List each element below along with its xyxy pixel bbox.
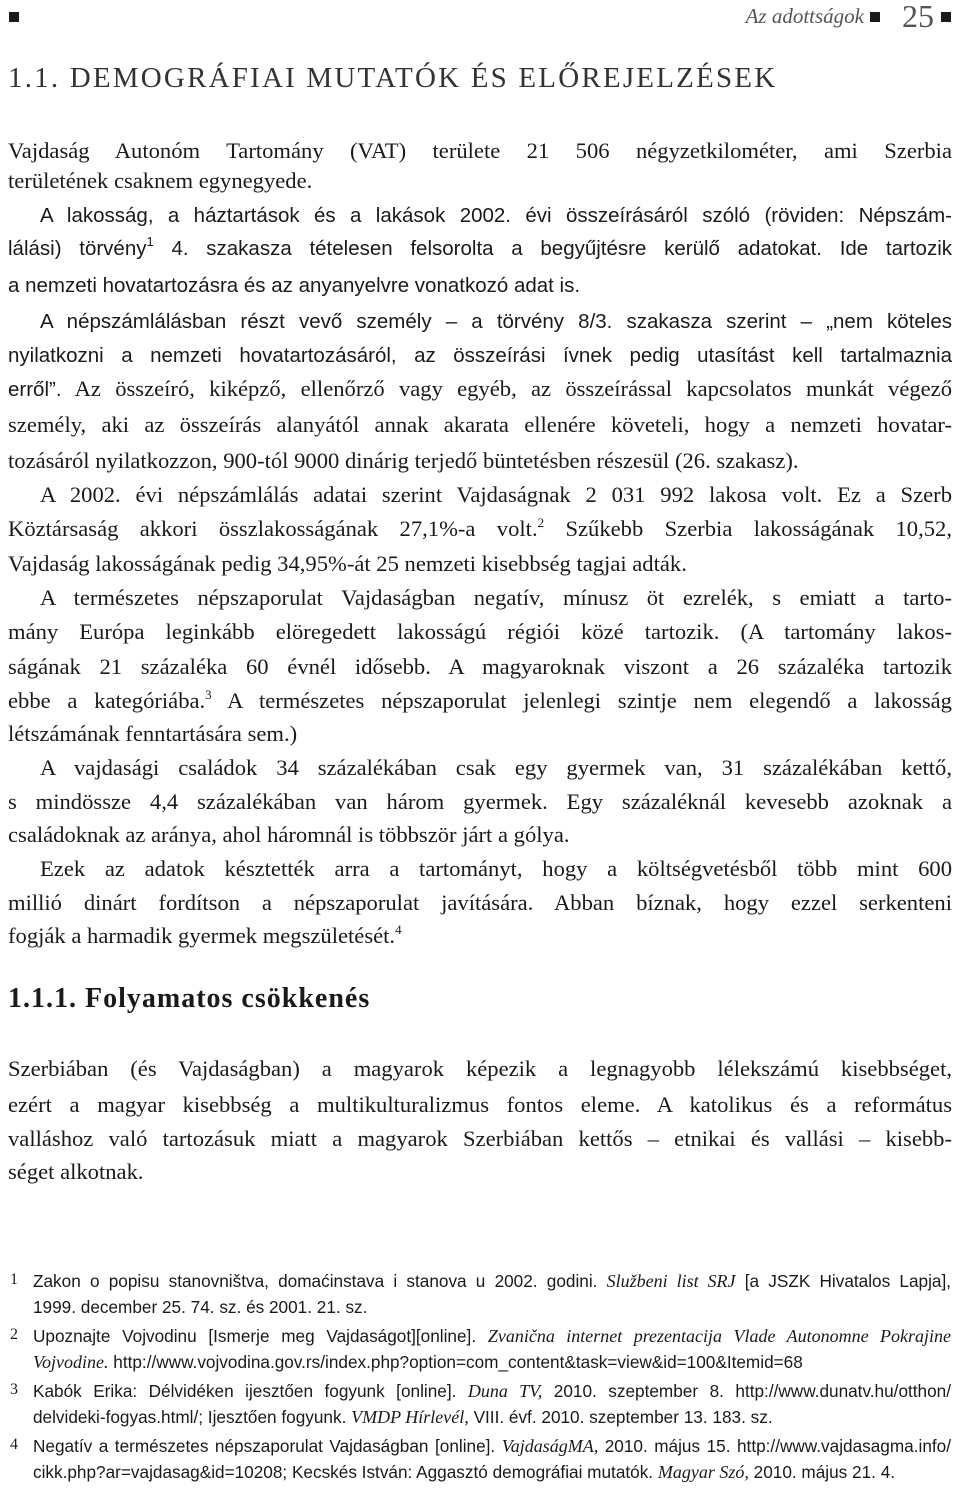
paragraph-line: létszámának fenntartására sem.) — [8, 721, 298, 746]
paragraph-line: területének csaknem egynegyede. — [8, 168, 313, 193]
paragraph-line: Vajdaság Autonóm Tartomány (VAT) területe 21 506 négyzetkilométer, ami Szerbia — [8, 138, 952, 163]
paragraph-line: Szerbiában (és Vajdaságban) a magyarok képezik a legnagyobb lélekszámú kisebbséget, — [8, 1056, 952, 1081]
paragraph-line: személy, aki az összeírás alanyától annak akarata ellenére követeli, hogy a nemzeti hovatar- — [8, 412, 952, 437]
header-square-marker — [870, 12, 880, 22]
paragraph-line: ebbe a kategóriába.$^3$ A természetes népszaporulat jelenlegi szintje nem elegendő a lakosság — [8, 687, 952, 713]
page-header — [0, 0, 960, 40]
footnote-number: 3 — [10, 1381, 18, 1398]
section-title: 1.1. DEMOGRÁFIAI MUTATÓK ÉS ELŐREJELZÉSEK — [8, 62, 778, 94]
paragraph-line: Köztársaság akkori összlakosságának 27,1%-a volt.$^2$ Szűkebb Szerbia lakosságának 10,52, — [8, 515, 952, 541]
footnote-ref[interactable]: 2 — [537, 515, 545, 530]
paragraph-line: A vajdasági családok 34 százalékában csak egy gyermek van, 31 százalékában kettő, — [40, 755, 952, 780]
paragraph-line: A természetes népszaporulat Vajdaságban negatív, mínusz öt ezrelék, s emiatt a tarto- — [40, 585, 952, 610]
footnote-link[interactable]: 2010. szeptember 8. http://www.dunatv.hu/otthon/ — [553, 1381, 951, 1401]
header-square-marker — [941, 12, 951, 22]
paragraph-line: ezért a magyar kisebbség a multikulturalizmus fontos eleme. A katolikus és a református — [8, 1092, 952, 1117]
footnote-number: 2 — [10, 1326, 18, 1343]
paragraph-line: valláshoz való tartozásuk miatt a magyarok Szerbiában kettős – etnikai és vallási – kisebb- — [8, 1126, 952, 1151]
footnote-ref[interactable]: 1 — [146, 234, 154, 249]
paragraph-line: A népszámlálásban részt vevő személy – a törvény 8/3. szakasza szerint – „nem köteles — [40, 310, 952, 333]
footnote-line: cikk.php?ar=vajdasag&id=10208; Kecskés István: Aggasztó demográfiai mutatók. Magyar Szó, 2010. május 21. 4. — [33, 1462, 896, 1482]
paragraph-line: lálási) törvény$^1$ 4. szakasza tételesen felsorolta a begyűjtésre kerülő adatokat. Ide tartozik — [8, 234, 952, 260]
paragraph-line: séget alkotnak. — [8, 1159, 144, 1184]
paragraph-line: millió dinárt fordítson a népszaporulat javítására. Abban bíznak, hogy ezzel serkenteni — [8, 890, 952, 915]
paragraph-line: nyilatkozni a nemzeti hovatartozásáról, az összeírási ívnek pedig utasítást kell tartalmaznia — [8, 344, 952, 367]
footnote-line: 1999. december 25. 74. sz. és 2001. 21. sz. — [33, 1297, 368, 1317]
page-number: 25 — [902, 0, 934, 34]
paragraph-line: fogják a harmadik gyermek megszületését.$^4$ — [8, 922, 402, 948]
footnote-ref[interactable]: 4 — [395, 922, 402, 937]
running-title: Az adottságok — [745, 4, 864, 28]
footnote-ref[interactable]: 3 — [205, 687, 212, 702]
header-square-marker — [9, 12, 19, 22]
footnote-link[interactable]: http://www.vojvodina.gov.rs/index.php?option=com_content&task=view&id=100&Itemid=68 — [113, 1352, 803, 1372]
footnote-number: 1 — [10, 1271, 18, 1288]
paragraph-line: Ezek az adatok késztették arra a tartományt, hogy a költségvetésből több mint 600 — [40, 856, 952, 881]
paragraph-line: családoknak az aránya, ahol háromnál is többször járt a gólya. — [8, 822, 570, 847]
paragraph-line: s mindössze 4,4 százalékában van három gyermek. Egy százaléknál kevesebb azoknak a — [8, 789, 952, 814]
paragraph-line: A 2002. évi népszámlálás adatai szerint Vajdaságnak 2 031 992 lakosa volt. Ez a Szerb — [40, 482, 952, 507]
paragraph-line: erről”. Az összeíró, kiképző, ellenőrző vagy egyéb, az összeírással kapcsolatos munkát végező — [8, 376, 952, 401]
footnote-link[interactable]: 2010. május 15. http://www.vajdasagma.info/ — [604, 1436, 951, 1456]
subsection-title: 1.1.1. Folyamatos csökkenés — [8, 983, 371, 1014]
footnote-line: Kabók Erika: Délvidéken ijesztően fogyunk [online]. Duna TV, 2010. szeptember 8. http://www.dunatv.hu/otthon/ — [33, 1381, 951, 1401]
paragraph-line: a nemzeti hovatartozásra és az anyanyelvre vonatkozó adat is. — [8, 274, 581, 297]
paragraph-line: A lakosság, a háztartások és a lakások 2002. évi összeírásáról szóló (röviden: Népszám- — [40, 204, 952, 227]
footnote-number: 4 — [10, 1436, 18, 1453]
paragraph-line: mány Európa leginkább elöregedett lakosságú régiói közé tartozik. (A tartomány lakos- — [8, 619, 952, 644]
paragraph-line: tozásáról nyilatkozzon, 900-tól 9000 dinárig terjedő büntetésben részesül (26. szakasz). — [8, 448, 799, 473]
footnote-line: delvideki-fogyas.html/; Ijesztően fogyunk. VMDP Hírlevél, VIII. évf. 2010. szeptember 13. 183. sz. — [33, 1407, 773, 1427]
footnote-line: Vojvodine. http://www.vojvodina.gov.rs/index.php?option=com_content&task=view&id=100&Itemid=68 — [33, 1352, 803, 1372]
paragraph-line: Vajdaság lakosságának pedig 34,95%-át 25 nemzeti kisebbség tagjai adták. — [8, 551, 687, 576]
footnote-line: Upoznajte Vojvodinu [Ismerje meg Vajdaságot][online]. Zvanična internet prezentacija Vlade Autonomne Pokrajine — [33, 1326, 951, 1346]
footnote-line: Zakon o popisu stanovništva, domaćinstava i stanova u 2002. godini. Službeni list SRJ [a JSZK Hivatalos Lapja], — [33, 1271, 951, 1291]
paragraph-line: ságának 21 százaléka 60 évnél idősebb. A magyaroknak viszont a 26 százaléka tartozik — [8, 654, 952, 679]
footnote-line: Negatív a természetes népszaporulat Vajdaságban [online]. VajdaságMA, 2010. május 15. http://www.vajdasagma.info/ — [33, 1436, 951, 1456]
